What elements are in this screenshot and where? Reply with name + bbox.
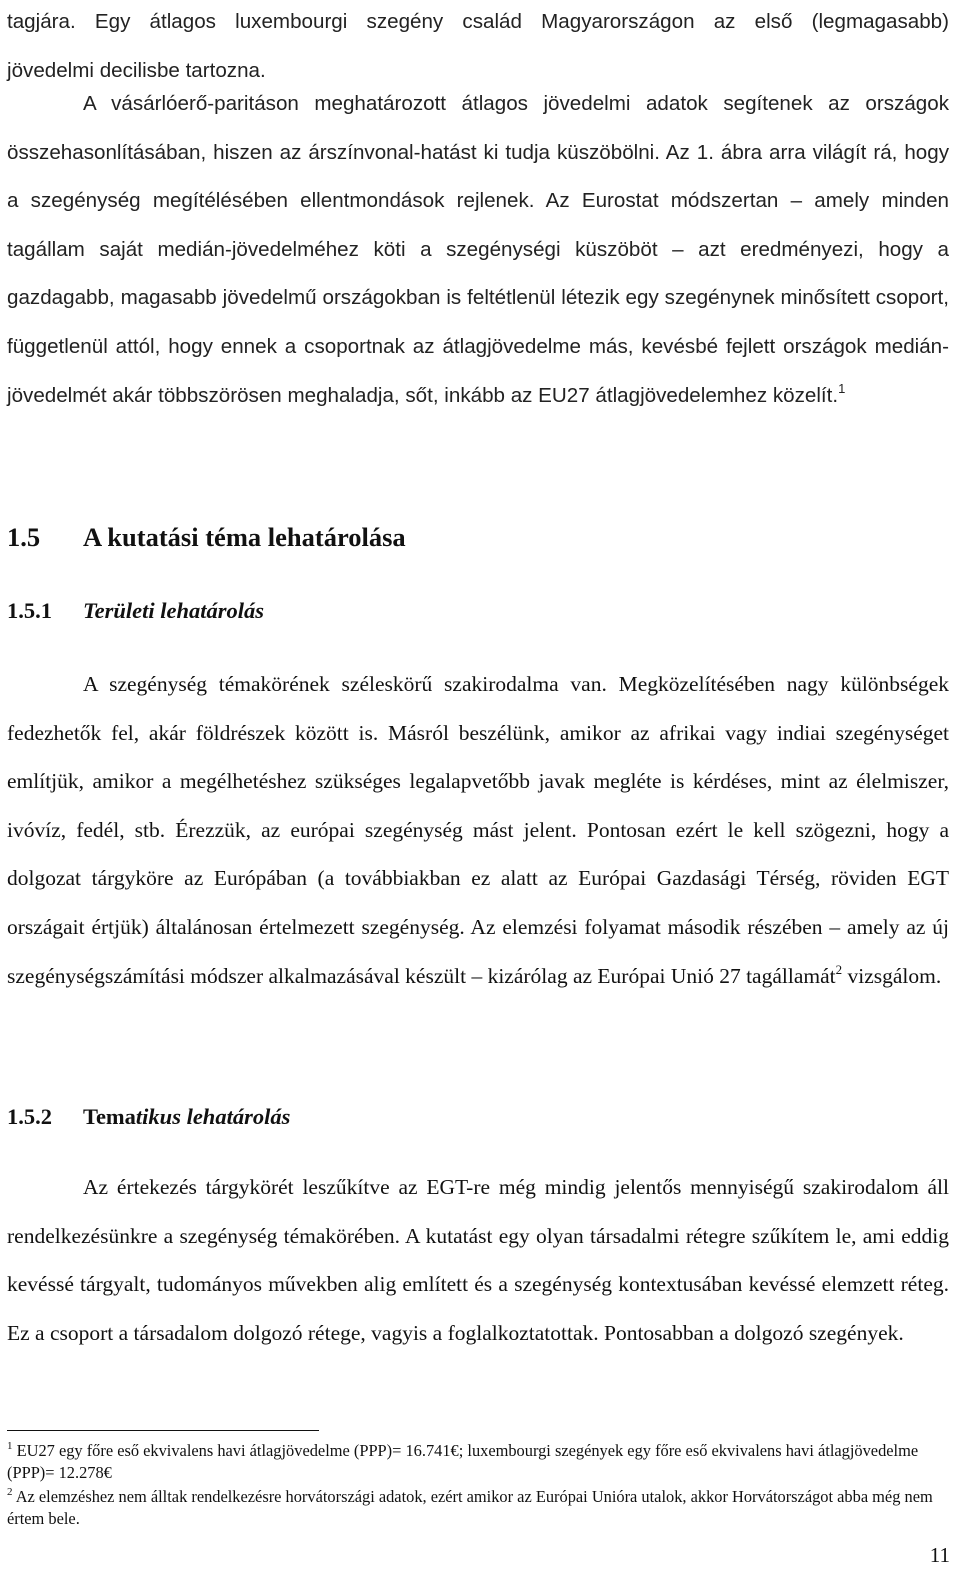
subsection-title: Területi lehatárolás <box>83 598 265 623</box>
paragraph-ppp <box>7 80 949 420</box>
footnote-ref-1: 1 <box>838 380 846 396</box>
subsection-number: 1.5.2 <box>7 1104 52 1129</box>
subsection-title-italic: tikus lehatárolás <box>135 1104 291 1129</box>
subsection-heading-2 <box>7 1104 290 1130</box>
footnote-2 <box>7 1486 942 1530</box>
section-number: 1.5 <box>7 522 41 552</box>
footnote-text: Az elemzéshez nem álltak rendelkezésre horvátországi adatok, ezért amikor az Európai Unióra utalok, akkor Horvátországot abba még nem értem bele. <box>7 1487 933 1528</box>
paragraph-line: jövedelmi decilisbe tartozna. <box>7 58 266 82</box>
subsection-number: 1.5.1 <box>7 598 52 623</box>
section-title: A kutatási téma lehatárolása <box>83 522 406 552</box>
footnote-ref-2: 2 <box>835 961 843 977</box>
footnote-separator <box>7 1430 319 1431</box>
subsection-title-plain: Tema <box>83 1104 136 1129</box>
page-number: 11 <box>929 1543 950 1567</box>
section-heading <box>7 522 406 553</box>
paragraph-line: tagjára. Egy átlagos luxembourgi szegény család Magyarországon az első (legmagasabb) <box>7 10 949 33</box>
footnote-1 <box>7 1440 942 1484</box>
footnote-mark: 2 <box>7 1486 13 1498</box>
footnote-mark: 1 <box>7 1440 13 1452</box>
paragraph-text: A szegénység témakörének széleskörű szakirodalma van. Megközelítésében nagy különbségek fedezhetők fel, akár földrészek között is. Másról beszélünk, amikor az afrikai vagy indiai szegénységet említjük, amikor a megélhetéshez szükséges legalapvetőbb javak megléte is kérdéses, mint az élelmiszer, ivóvíz, fedél, stb. Érezzük, az európai szegénység mást jelent. Pontosan ezért le kell szögezni, hogy a dolgozat tárgyköre az Európában (a továbbiakban ez alatt az Európai Gazdasági Térség, röviden EGT országait értjük) általánosan értelmezett szegénység. Az elemzési folyamat második részében – amely az új szegénységszámítási módszer alkalmazásával készült – kizárólag az Európai Unió 27 tagállamát <box>7 672 949 988</box>
paragraph-text: A vásárlóerő-paritáson meghatározott átlagos jövedelmi adatok segítenek az országok összehasonlításában, hiszen az árszínvonal-hatást ki tudja küszöbölni. Az 1. ábra arra világít rá, hogy a szegénység megítélésében ellentmondások rejlenek. Az Eurostat módszertan – amely minden tagállam saját medián-jövedelméhez köti a szegénységi küszöböt – azt eredményezi, hogy a gazdagabb, magasabb jövedelmű országokban is feltétlenül létezik egy szegénynek minősített csoport, függetlenül attól, hogy ennek a csoportnak az átlagjövedelme más, kevésbé fejlett országok medián-jövedelmét akár többszörösen meghaladja, sőt, inkább az EU27 átlagjövedelemhez közelít. <box>7 92 949 407</box>
paragraph-text: Az értekezés tárgykörét leszűkítve az EGT-re még mindig jelentős mennyiségű szakirodalom áll rendelkezésünkre a szegénység témakörében. A kutatást egy olyan társadalmi rétegre szűkítem le, ami eddig kevéssé tárgyalt, tudományos művekben alig említett és a szegénység kontextusában kevéssé elemzett réteg. Ez a csoport a társadalom dolgozó rétege, vagyis a foglalkoztatottak. Pontosabban a dolgozó szegények. <box>7 1175 949 1345</box>
footnote-text: EU27 egy főre eső ekvivalens havi átlagjövedelme (PPP)= 16.741€; luxembourgi szegények egy főre eső ekvivalens havi átlagjövedelme (PPP)= 12.278€ <box>7 1441 919 1482</box>
paragraph-thematic <box>7 1163 949 1357</box>
subsection-heading-1 <box>7 598 264 624</box>
paragraph-territorial <box>7 660 949 1000</box>
paragraph-text-end: vizsgálom. <box>842 963 942 988</box>
